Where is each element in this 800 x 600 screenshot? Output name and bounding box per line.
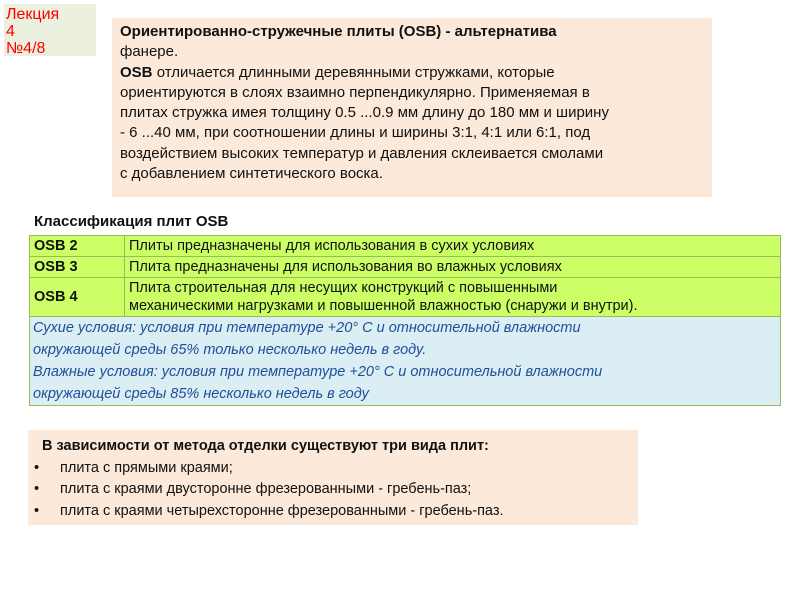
table-row	[30, 278, 781, 317]
bullet-icon: •	[34, 459, 40, 476]
description-line: механическими нагрузками и повышенной влажностью (снаружи и внутри).	[129, 298, 638, 314]
osb-grade-cell: OSB 4	[30, 278, 125, 317]
intro-line: плитах стружка имея толщину 0.5 ...0.9 мм длину до 180 мм и ширину	[120, 104, 609, 122]
intro-line-text: отличается длинными деревянными стружками, которые	[156, 63, 555, 81]
notes-line: Сухие условия: условия при температуре +20° С и относительной влажности	[33, 320, 581, 336]
osb-description-cell	[125, 236, 781, 257]
table-row	[30, 236, 781, 257]
intro-line: фанере.	[120, 43, 179, 61]
table-row	[30, 317, 781, 406]
intro-line: - 6 ...40 мм, при соотношении длины и ширины 3:1, 4:1 или 6:1, под	[120, 124, 591, 142]
lecture-number: 4	[6, 23, 15, 40]
description-line: Плита предназначены для использования во влажных условиях	[129, 259, 562, 275]
classification-table	[29, 235, 781, 406]
classification-title: Классификация плит OSB	[34, 213, 229, 230]
notes-line: окружающей среды 65% только несколько недель в году.	[33, 342, 427, 358]
intro-line: ориентируются в слоях взаимно перпендикулярно. Применяемая в	[120, 83, 590, 101]
table-row	[30, 257, 781, 278]
lecture-badge	[4, 4, 96, 56]
list-item	[34, 458, 630, 480]
conditions-notes-cell	[30, 317, 781, 406]
list-item	[34, 501, 630, 523]
intro-line	[120, 63, 702, 83]
slide-number: №4/8	[6, 40, 46, 57]
osb-grade-cell: OSB 3	[30, 257, 125, 278]
bullet-icon: •	[34, 481, 40, 497]
notes-line: окружающей среды 85% несколько недель в году	[33, 386, 369, 402]
osb-description-cell	[125, 278, 781, 317]
lecture-label: Лекция	[6, 6, 60, 23]
list-item-text: плита с краями четырехсторонне фрезерованными - гребень-паз.	[60, 502, 504, 519]
description-line: Плиты предназначены для использования в сухих условиях	[129, 238, 535, 254]
intro-line: с добавлением синтетического воска.	[120, 165, 383, 183]
osb-grade-cell: OSB 2	[30, 236, 125, 257]
edge-types-list	[34, 458, 630, 523]
list-item	[34, 479, 630, 501]
list-item-text: плита с прямыми краями;	[60, 459, 233, 476]
intro-line: воздействием высоких температур и давления склеивается смолами	[120, 144, 604, 162]
description-line: Плита строительная для несущих конструкций с повышенными	[129, 280, 558, 296]
osb-term: OSB	[120, 63, 153, 81]
edge-types-title: В зависимости от метода отделки существуют три вида плит:	[42, 438, 489, 454]
notes-line: Влажные условия: условия при температуре +20° С и относительной влажности	[33, 364, 603, 380]
bullet-icon: •	[34, 502, 40, 519]
list-item-text: плита с краями двусторонне фрезерованными - гребень-паз;	[60, 481, 472, 497]
intro-line: Ориентированно-стружечные плиты (OSB) - альтернатива	[120, 23, 557, 40]
edge-types-box	[28, 430, 638, 525]
osb-description-cell	[125, 257, 781, 278]
intro-text-box	[112, 18, 712, 197]
